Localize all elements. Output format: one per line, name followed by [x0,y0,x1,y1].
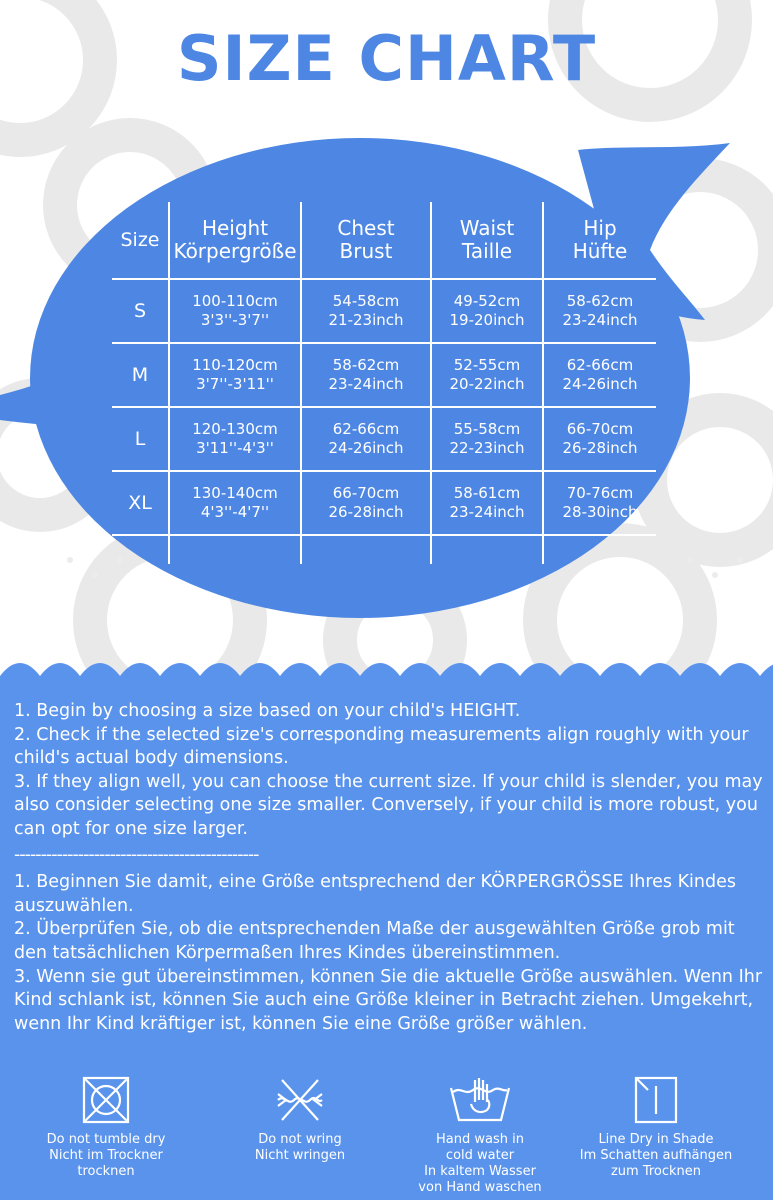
instruction-de-2: 2. Überprüfen Sie, ob die entsprechenden Maße der ausgewählten Größe grob mit den tatsächlichen Körpermaßen Ihres Kindes übereinstimmen. [14,919,735,963]
waist-cell: 55-58cm 22-23inch [431,407,543,471]
empty-cell [112,535,169,564]
instruction-en-3: 3. If they align well, you can choose the current size. If your child is slender, you may also consider selecting one size smaller. Conversely, if your child is more robust, you can opt for one size larger. [14,771,763,839]
empty-cell [543,535,656,564]
instruction-de-3: 3. Wenn sie gut übereinstimmen, können Sie die aktuelle Größe auswählen. Wenn Ihr Kind schlank ist, können Sie auch eine Größe kleiner in Betracht ziehen. Umgekehrt, wenn Ihr Kind kräftiger ist, können Sie eine Größe größer wählen. [14,966,763,1034]
no-tumble-dry-icon [80,1074,132,1126]
instruction-de-1: 1. Beginnen Sie damit, eine Größe entsprechend der KÖRPERGRÖSSE Ihres Kindes auszuwählen. [14,872,736,916]
header-waist: Waist Taille [431,202,543,279]
table-row [112,471,656,535]
chest-cell: 54-58cm 21-23inch [301,279,431,343]
care-no-tumble-dry [16,1074,196,1180]
height-cell: 120-130cm 3'11''-4'3'' [169,407,301,471]
size-cell: XL [112,471,169,535]
chest-cell: 58-62cm 23-24inch [301,343,431,407]
size-cell: L [112,407,169,471]
care-hand-wash [390,1074,570,1196]
header-chest: Chest Brust [301,202,431,279]
no-wring-icon [274,1074,326,1126]
height-cell: 100-110cm 3'3''-3'7'' [169,279,301,343]
empty-cell [301,535,431,564]
waist-cell: 58-61cm 23-24inch [431,471,543,535]
hip-cell: 58-62cm 23-24inch [543,279,656,343]
care-label: Hand wash in cold water In kaltem Wasser von Hand waschen [418,1132,542,1195]
care-no-wring [210,1074,390,1164]
table-row [112,279,656,343]
empty-cell [169,535,301,564]
hip-cell: 70-76cm 28-30inch [543,471,656,535]
hip-cell: 62-66cm 24-26inch [543,343,656,407]
hip-cell: 66-70cm 26-28inch [543,407,656,471]
hand-wash-icon [447,1074,513,1126]
care-line-dry-shade [566,1074,746,1180]
size-cell: M [112,343,169,407]
waist-cell: 49-52cm 19-20inch [431,279,543,343]
table-header-row [112,202,656,279]
care-label: Do not tumble dry Nicht im Trockner trocknen [46,1132,166,1179]
table-empty-row [112,535,656,564]
height-cell: 110-120cm 3'7''-3'11'' [169,343,301,407]
chest-cell: 62-66cm 24-26inch [301,407,431,471]
header-height: Height Körpergröße [169,202,301,279]
size-cell: S [112,279,169,343]
table-row [112,407,656,471]
divider: ---------------------------------------------- [14,844,259,865]
chest-cell: 66-70cm 26-28inch [301,471,431,535]
size-table [112,202,656,564]
empty-cell [431,535,543,564]
header-hip: Hip Hüfte [543,202,656,279]
line-dry-shade-icon [630,1074,682,1126]
care-label: Line Dry in Shade Im Schatten aufhängen zum Trocknen [579,1132,733,1179]
waist-cell: 52-55cm 20-22inch [431,343,543,407]
instruction-en-2: 2. Check if the selected size's corresponding measurements align roughly with your child's actual body dimensions. [14,724,749,769]
header-size: Size [112,202,169,279]
instruction-en-1: 1. Begin by choosing a size based on your child's HEIGHT. [14,701,521,721]
table-row [112,343,656,407]
instructions [14,700,766,1036]
height-cell: 130-140cm 4'3''-4'7'' [169,471,301,535]
care-label: Do not wring Nicht wringen [254,1132,346,1163]
page-title: SIZE CHART [176,22,597,95]
